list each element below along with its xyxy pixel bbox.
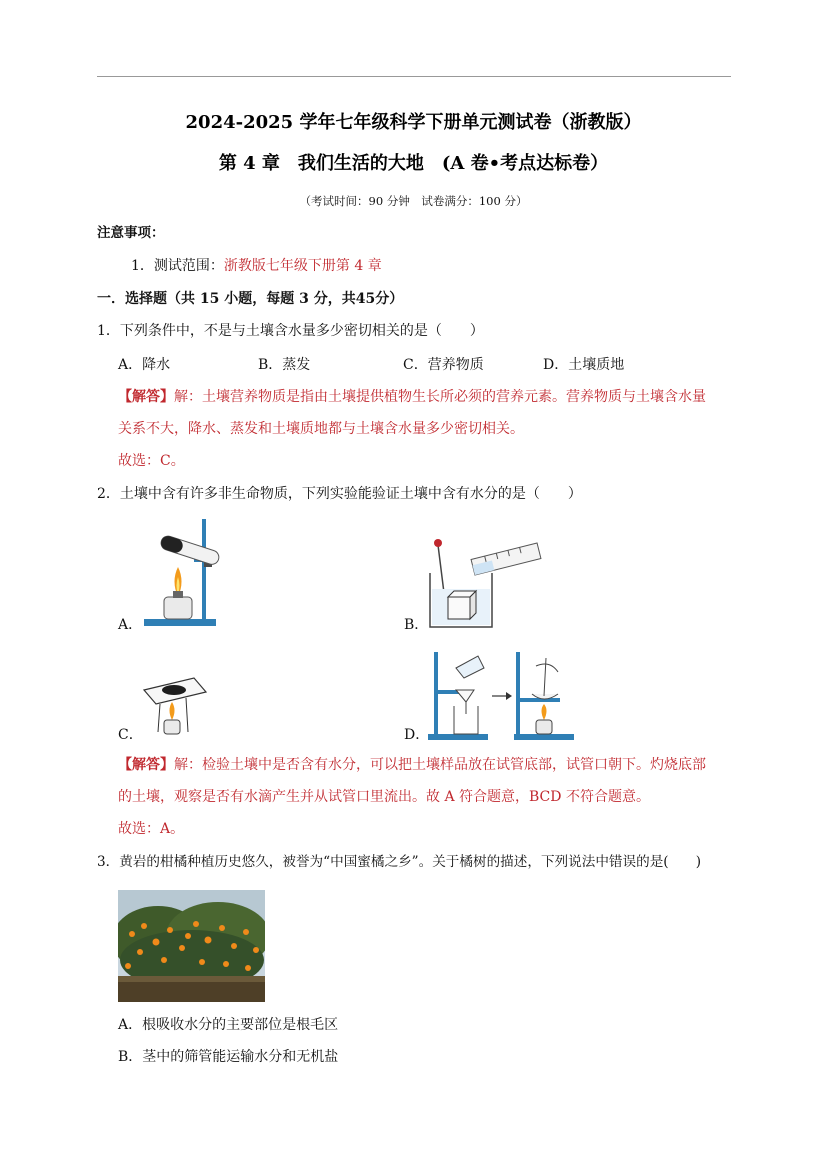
q1-answer-line-2: 关系不大，降水、蒸发和土壤质地都与土壤含水量多少密切相关。: [118, 421, 524, 437]
q2-answer-text-1: 解：检验土壤中是否含有水分，可以把土壤样品放在试管底部，试管口朝下。灼烧底部: [174, 757, 706, 773]
exam-title: 2024-2025 学年七年级科学下册单元测试卷（浙教版）: [185, 112, 642, 133]
notes-item-1: [131, 256, 382, 276]
notes-item-1-value: 浙教版七年级下册第 4 章: [223, 258, 382, 274]
q3-option-b: B．茎中的筛管能运输水分和无机盐: [118, 1049, 339, 1065]
q1-option-b: B．蒸发: [258, 357, 311, 373]
q2-answer-line-2: 的土壤，观察是否有水滴产生并从试管口里流出。故 A 符合题意，BCD 不符合题意。: [118, 789, 650, 805]
q2-label-a: A．: [118, 617, 143, 633]
q1-option-c: C．营养物质: [403, 357, 484, 373]
header-rule: [97, 76, 731, 77]
q2-figure-c-gauze: [138, 674, 210, 742]
q1-answer-tag: 【解答】: [118, 389, 174, 405]
section-1-heading: 一．选择题（共 15 小题，每题 3 分，共45分）: [97, 291, 404, 307]
q2-label-d: D．: [404, 727, 430, 743]
rod-tip: [434, 539, 442, 547]
q1-option-a: A．降水: [118, 357, 171, 373]
q2-label-c: C．: [118, 727, 143, 743]
q2-answer-tag: 【解答】: [118, 757, 174, 773]
alcohol-lamp: [164, 597, 192, 619]
q1-option-d: D．土壤质地: [543, 357, 625, 373]
q2-figure-d-filter-evaporate: [426, 648, 576, 742]
q2-stem: 2．土壤中含有许多非生命物质，下列实验能验证土壤中含有水分的是（ ）: [97, 486, 582, 502]
exam-info: （考试时间：90 分钟 试卷满分：100 分）: [299, 194, 528, 208]
soil-sample: [162, 685, 186, 695]
soil-block: [448, 591, 476, 619]
q3-orange-tree-photo: [118, 890, 265, 1002]
q2-answer-final: 故选：A。: [118, 821, 185, 837]
q2-figure-a-tube-heating: [138, 515, 223, 630]
q1-answer-line-1: [118, 387, 706, 407]
q2-answer-line-1: [118, 755, 706, 775]
q1-stem: 1．下列条件中，不是与土壤含水量多少密切相关的是（ ）: [97, 323, 484, 339]
notes-item-1-prefix: 1．测试范围：: [131, 258, 224, 274]
flame-c: [170, 702, 175, 720]
stand-rod: [202, 519, 206, 621]
q2-label-b: B．: [404, 617, 429, 633]
chapter-title: 第 4 章 我们生活的大地 (A 卷•考点达标卷）: [218, 153, 609, 174]
q2-figure-b-beaker: [426, 533, 544, 631]
notes-heading: 注意事项：: [97, 225, 165, 241]
q3-option-a: A．根吸收水分的主要部位是根毛区: [118, 1017, 339, 1033]
q1-answer-final: 故选：C。: [118, 453, 185, 469]
lamp-c: [164, 720, 180, 734]
q1-answer-text-1: 解：土壤营养物质是指由土壤提供植物生长所必须的营养元素。营养物质与土壤含水量: [174, 389, 706, 405]
q3-stem: 3．黄岩的柑橘种植历史悠久，被誉为“中国蜜橘之乡”。关于橘树的描述，下列说法中错误的是( ): [97, 854, 702, 870]
